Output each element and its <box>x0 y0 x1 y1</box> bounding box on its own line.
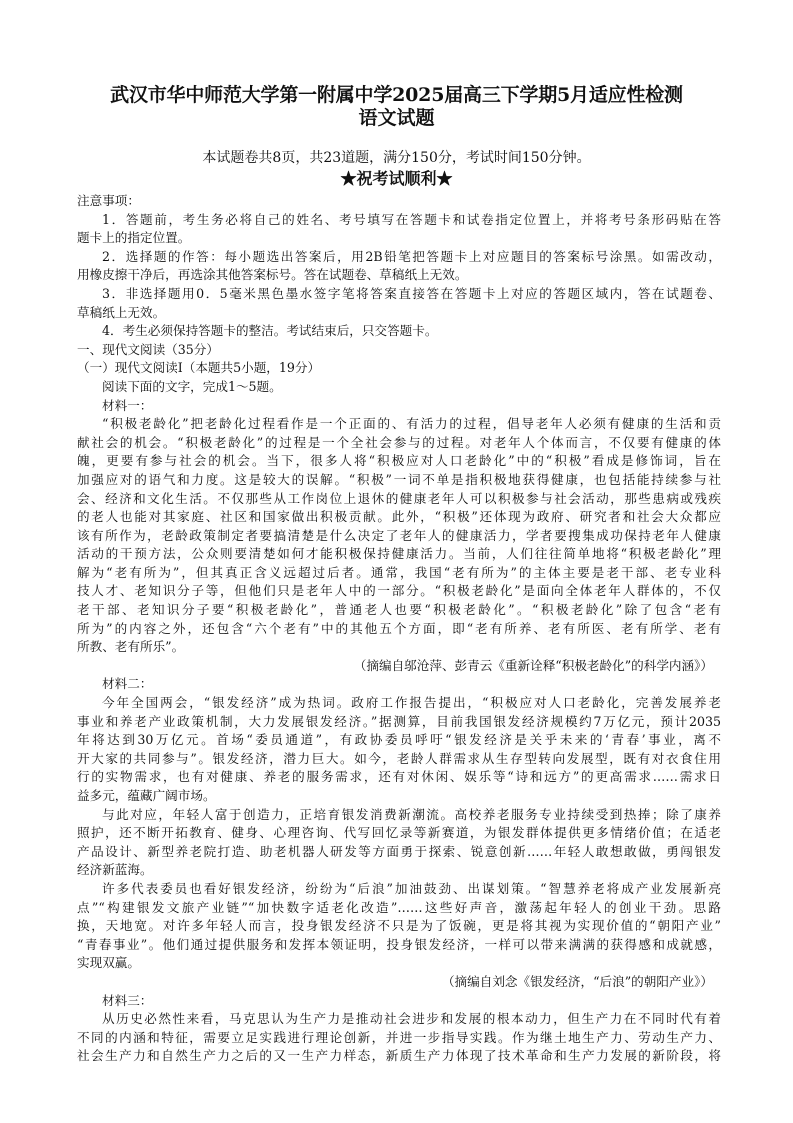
notice-line: 4．考生必须保持答题卡的整洁。考试结束后，只交答题卡。 <box>102 323 438 339</box>
material-line: 开大家的共同参与”。银发经济，潜力巨大。如今，老龄人群需求从生存型转向发展型，既有对衣食住用 <box>77 750 721 766</box>
material-line: 年将达到30万亿元。首场“委员通道”，有政协委员呼吁“银发经济是关乎未来的‘青春’事业，离不 <box>77 732 721 748</box>
notice-line: 1．答题前，考生务必将自己的姓名、考号填写在答题卡和试卷指定位置上，并将考号条形码贴在答 <box>102 211 721 227</box>
material-line: 活动的干预方法，公众则要清楚如何才能积极保持健康活力。当前，人们往往简单地将“积极老龄化”理 <box>77 546 721 562</box>
notice-line: 2．选择题的作答：每小题选出答案后，用2B铅笔把答题卡上对应题目的答案标号涂黑。如需改动， <box>102 248 721 264</box>
material-label: 材料一： <box>102 397 153 413</box>
material-line: 该有所作为，老龄政策制定者要搞清楚是什么决定了老年人的健康活力，学者要搜集成功保持老年人健康 <box>77 527 721 543</box>
notice-line: 3．非选择题用0．5毫米黑色墨水签字笔将答案直接答在答题卡上对应的答题区域内，答在试题卷、 <box>102 285 721 301</box>
material-line: 换，天地宽。对许多年轻人而言，投身银发经济不只是为了饭碗，更是将其视为实现价值的“朝阳产业” <box>77 918 721 934</box>
notice-line: 用橡皮擦干净后，再选涂其他答案标号。答在试题卷、草稿纸上无效。 <box>77 267 468 283</box>
material-line: 从历史必然性来看，马克思认为生产力是推动社会进步和发展的根本动力，但生产力在不同时代有着 <box>102 1011 721 1027</box>
notice-line: 题卡上的指定位置。 <box>77 230 191 246</box>
material-line: 与此对应，年轻人富于创造力，正培育银发消费新潮流。高校养老服务专业持续受到热捧；除了康养 <box>102 806 721 822</box>
material-line: 魄，更要有参与社会的机会。当下，很多人将“积极应对人口老龄化”中的“积极”看成是修饰词，旨在 <box>77 453 721 469</box>
subsection-heading: （一）现代文阅读Ⅰ（本题共5小题，19分） <box>77 360 321 376</box>
material-source: （摘编自邬沧萍、彭青云《重新诠释“积极老龄化”的科学内涵》） <box>353 657 713 673</box>
material-line: 加强应对的语气和力度。这是较大的误解。“积极”一词不单是指积极地获得健康，也包括能持续参与社 <box>77 471 721 487</box>
material-line: 的老人也能对其家庭、社区和国家做出积极贡献。此外，“积极”还体现为政府、研究者和社会大众都应 <box>77 509 721 525</box>
material-line: 今年全国两会，“银发经济”成为热词。政府工作报告提出，“积极应对人口老龄化，完善发展养老 <box>102 695 721 711</box>
material-label: 材料二： <box>102 676 153 692</box>
material-line: 老干部、老知识分子要“积极老龄化”，普通老人也要“积极老龄化”。“积极老龄化”除了包含“老有 <box>77 602 721 618</box>
material-line: 解为“老有所为”，但其真正含义远超过后者。通常，我国“老有所为”的主体主要是老干部、老专业科 <box>77 564 721 580</box>
material-line: 产品设计、新型养老院打造、助老机器人研发等方面勇于探索、锐意创新……年轻人敢想敢做，勇闯银发 <box>77 843 721 859</box>
material-line: 益多元，蕴藏广阔市场。 <box>77 788 216 803</box>
material-line: 经济新蓝海。 <box>77 862 153 878</box>
exam-subtitle: 语文试题 <box>358 107 435 129</box>
exam-body <box>77 192 721 1066</box>
material-source: （摘编自刘念《银发经济，“后浪”的朝阳产业》） <box>441 973 713 989</box>
good-luck-banner: ★祝考试顺利★ <box>340 169 453 188</box>
exam-info: 本试题卷共8页，共23道题，满分150分，考试时间150分钟。 <box>202 150 591 166</box>
material-line: 不同的内涵和特征，需要立足实践进行理论创新，并进一步指导实践。作为继土地生产力、劳动生产力、 <box>77 1029 721 1045</box>
material-line: 所教、老有所乐”。 <box>77 639 185 655</box>
exam-title: 武汉市华中师范大学第一附属中学2025届高三下学期5月适应性检测 <box>110 84 683 106</box>
material-line: 所为”的内容之外，还包含“六个老有”中的其他五个方面，即“老有所养、老有所医、老有所学、老有 <box>77 620 721 636</box>
material-line: 会、经济和文化生活。不仅那些从工作岗位上退休的健康老年人可以积极参与社会活动，那些患病或残疾 <box>77 490 721 506</box>
material-line: “青春事业”。他们通过提供服务和发挥本领证明，投身银发经济，一样可以带来满满的获得感和成就感， <box>77 936 721 952</box>
material-line: “积极老龄化”把老龄化过程看作是一个正面的、有活力的过程，倡导老年人必须有健康的生活和贡 <box>102 416 721 432</box>
material-line: 许多代表委员也看好银发经济，纷纷为“后浪”加油鼓劲、出谋划策。“智慧养老将成产业发展新亮 <box>102 880 721 896</box>
material-line: 点”“构建银发文旅产业链”“加快数字适老化改造”……这些好声音，激荡起年轻人的创业干劲。思路 <box>77 899 721 915</box>
material-label: 材料三： <box>102 992 153 1008</box>
material-line: 献社会的机会。“积极老龄化”的过程是一个全社会参与的过程。对老年人个体而言，不仅要有健康的体 <box>77 434 721 450</box>
material-line: 照护，还不断开拓教育、健身、心理咨询、代写回忆录等新赛道，为银发群体提供更多情绪价值；在适老 <box>77 825 721 841</box>
material-line: 事业和养老产业政策机制，大力发展银发经济。”据测算，目前我国银发经济规模约7万亿元，预计2035 <box>77 713 721 729</box>
material-line: 技人才、老知识分子等，但他们只是老年人中的一部分。“积极老龄化”是面向全体老年人群体的，不仅 <box>77 583 721 599</box>
material-line: 行的实物需求，也有对健康、养老的服务需求，还有对休闲、娱乐等“诗和远方”的更高需求……需求日 <box>77 769 721 785</box>
material-line: 实现双赢。 <box>77 955 140 971</box>
notice-line: 草稿纸上无效。 <box>77 304 166 320</box>
section-heading: 一、现代文阅读（35分） <box>77 341 219 357</box>
notice-heading: 注意事项： <box>77 193 140 208</box>
material-line: 社会生产力和自然生产力之后的又一生产力样态，新质生产力体现了技术革命和生产力发展的新阶段，将 <box>77 1048 721 1064</box>
reading-instruction: 阅读下面的文字，完成1～5题。 <box>102 378 282 394</box>
